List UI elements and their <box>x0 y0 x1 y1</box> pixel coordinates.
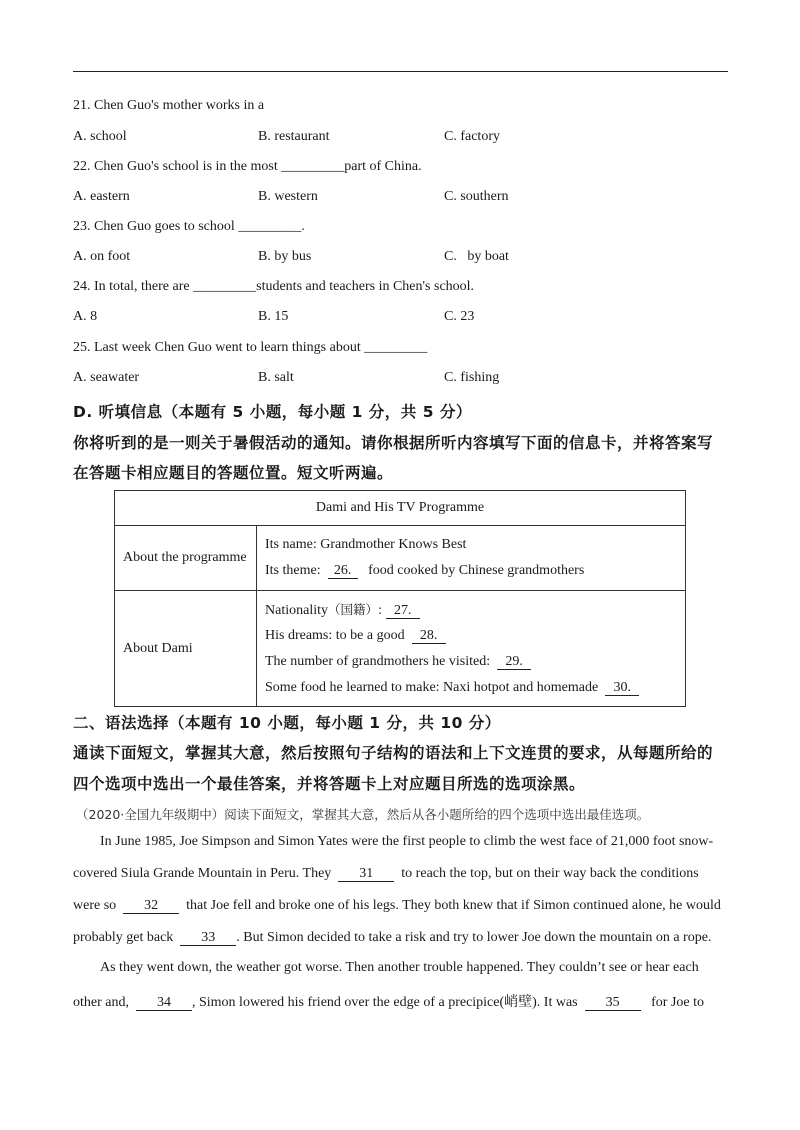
question-number: 21. <box>73 98 91 113</box>
option-22-a[interactable]: A. eastern <box>73 189 130 204</box>
option-21-a[interactable]: A. school <box>73 129 127 144</box>
blank-30[interactable]: 30. <box>605 681 639 696</box>
section-d-heading: D. 听填信息（本题有 5 小题，每小题 1 分，共 5 分） <box>73 403 472 421</box>
option-23-c[interactable]: C. by boat <box>444 249 509 264</box>
passage-line-3: were so 32 that Joe fell and broke one of his legs. They both knew that if Simon continued alone, he would <box>73 898 721 913</box>
header-rule <box>73 71 728 72</box>
blank-35[interactable]: 35 <box>585 996 641 1011</box>
passage-source: （2020·全国九年级期中）阅读下面短文，掌握其大意，然后从各小题所给的四个选项中选出最佳选项。 <box>76 807 650 822</box>
nationality-line: Nationality（国籍）: 27. <box>265 597 677 623</box>
programme-theme: Its theme: 26. food cooked by Chinese grandmothers <box>265 563 585 578</box>
food-line: Some food he learned to make: Naxi hotpot and homemade 30. <box>265 675 677 701</box>
row-label-programme: About the programme <box>115 526 257 591</box>
blank-29[interactable]: 29. <box>497 655 531 670</box>
programme-name: Its name: Grandmother Knows Best <box>265 537 467 552</box>
question-23: 23. Chen Guo goes to school _________. <box>73 219 305 234</box>
option-24-c[interactable]: C. 23 <box>444 309 475 324</box>
row-label-dami: About Dami <box>115 591 257 707</box>
answer-blank: _________ <box>364 340 428 355</box>
blank-26[interactable]: 26. <box>328 564 358 579</box>
option-25-b[interactable]: B. salt <box>258 370 294 385</box>
info-card-title: Dami and His TV Programme <box>115 491 686 526</box>
passage-line-6: other and, 34 , Simon lowered his friend over the edge of a precipice(峭壁). It was 35 for Joe to <box>73 995 705 1010</box>
info-card-table <box>114 490 686 707</box>
section-2-instruction-1: 通读下面短文，掌握其大意，然后按照句子结构的语法和上下文连贯的要求，从每题所给的 <box>73 744 714 762</box>
dami-details <box>257 591 686 707</box>
answer-blank: _________ <box>281 159 345 174</box>
section-2-heading: 二、语法选择（本题有 10 小题，每小题 1 分，共 10 分） <box>73 714 501 732</box>
question-21 <box>73 98 264 114</box>
section-2-instruction-2: 四个选项中选出一个最佳答案，并将答题卡上对应题目所选的选项涂黑。 <box>73 775 586 793</box>
option-23-a[interactable]: A. on foot <box>73 249 131 264</box>
option-23-b[interactable]: B. by bus <box>258 249 312 264</box>
option-25-c[interactable]: C. fishing <box>444 370 500 385</box>
passage-line-2: covered Siula Grande Mountain in Peru. They 31 to reach the top, but on their way back the conditions <box>73 866 699 881</box>
blank-32[interactable]: 32 <box>123 899 179 914</box>
option-24-a[interactable]: A. 8 <box>73 309 98 324</box>
blank-34[interactable]: 34 <box>136 996 192 1011</box>
question-stem: Chen Guo's mother works in a <box>94 98 265 113</box>
option-21-b[interactable]: B. restaurant <box>258 129 330 144</box>
blank-33[interactable]: 33 <box>180 931 236 946</box>
option-24-b[interactable]: B. 15 <box>258 309 289 324</box>
option-25-a[interactable]: A. seawater <box>73 370 140 385</box>
blank-31[interactable]: 31 <box>338 867 394 882</box>
blank-27[interactable]: 27. <box>386 604 420 619</box>
passage-line-4: probably get back 33 . But Simon decided to take a risk and try to lower Joe down the mountain on a rope. <box>73 930 712 945</box>
section-d-instruction-1: 你将听到的是一则关于暑假活动的通知。请你根据所听内容填写下面的信息卡，并将答案写 <box>73 434 714 452</box>
section-d-instruction-2: 在答题卡相应题目的答题位置。短文听两遍。 <box>73 464 394 482</box>
option-22-b[interactable]: B. western <box>258 189 318 204</box>
option-22-c[interactable]: C. southern <box>444 189 509 204</box>
answer-blank: _________ <box>193 279 257 294</box>
passage-line-1: In June 1985, Joe Simpson and Simon Yates were the first people to climb the west face of 21,000 foot snow- <box>100 834 714 849</box>
question-25: 25. Last week Chen Guo went to learn things about _________ <box>73 340 428 355</box>
question-24: 24. In total, there are _________students and teachers in Chen's school. <box>73 279 475 294</box>
answer-blank: _________ <box>238 219 302 234</box>
grandmothers-line: The number of grandmothers he visited: 29. <box>265 649 677 675</box>
programme-details <box>257 526 686 591</box>
option-21-c[interactable]: C. factory <box>444 129 500 144</box>
passage-line-5: As they went down, the weather got worse. Then another trouble happened. They couldn’t see or hear each <box>100 960 699 975</box>
question-22: 22. Chen Guo's school is in the most _________part of China. <box>73 159 422 174</box>
dreams-line: His dreams: to be a good 28. <box>265 623 677 649</box>
blank-28[interactable]: 28. <box>412 629 446 644</box>
